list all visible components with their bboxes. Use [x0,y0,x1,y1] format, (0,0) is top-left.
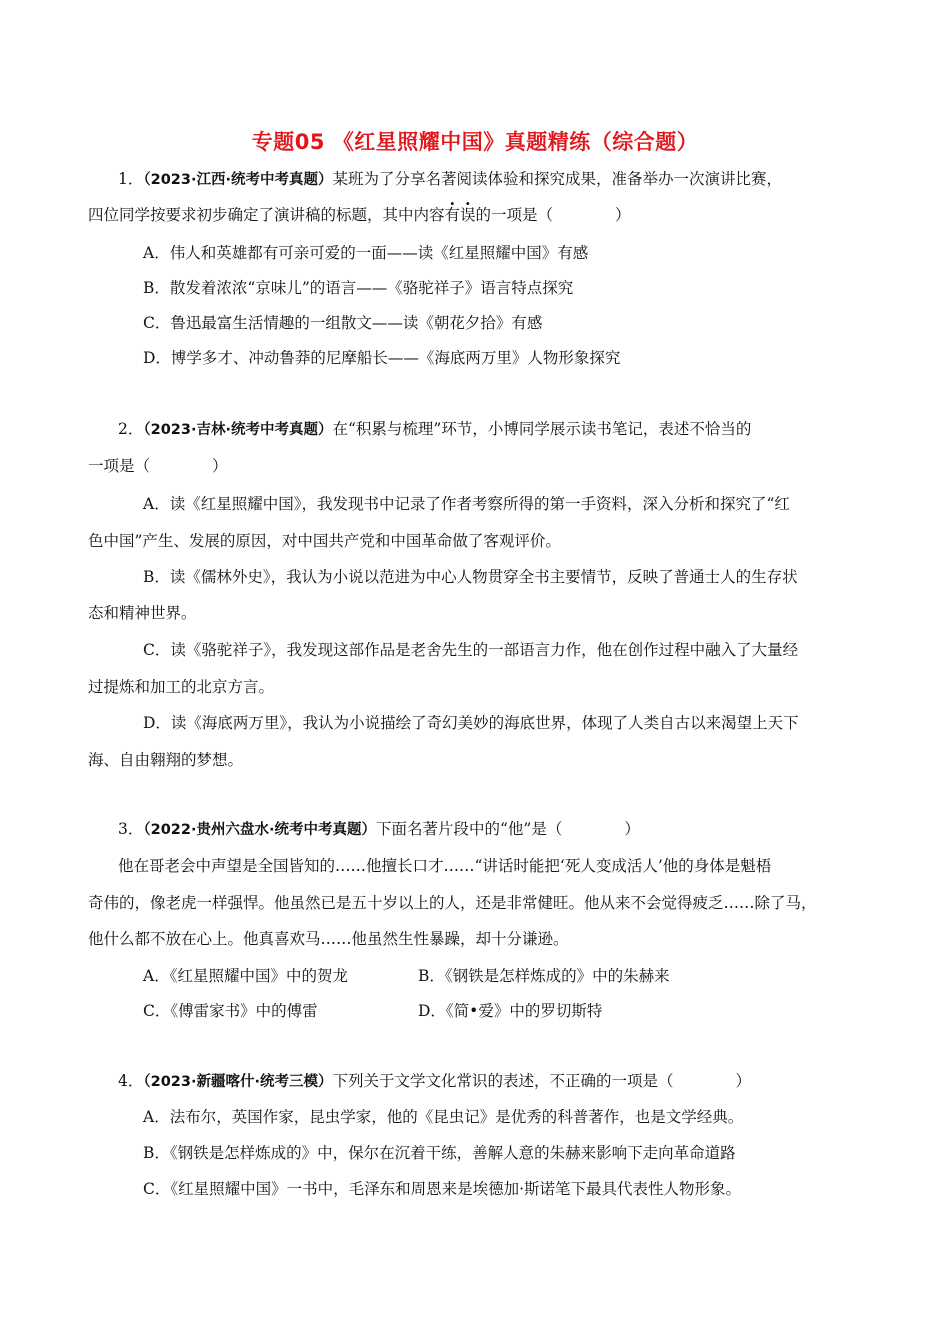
question-2-option-a-line-1: A．读《红星照耀中国》，我发现书中记录了作者考察所得的第一手资料，深入分析和探究了“红 [143,495,790,513]
emphasis-dot-char: 误 [460,206,476,224]
question-4-source: （2023·新疆喀什·统考三模） [143,1074,333,1090]
question-3-source: （2022·贵州六盘水·统考中考真题） [143,822,376,838]
question-2-stem-line-1: 在“积累与梳理”环节，小博同学展示读书笔记，表述不恰当的 [332,420,752,438]
question-3-passage-line-1: 他在哥老会中声望是全国皆知的……他擅长口才……“讲话时能把‘死人变成活人’他的身体是魁梧 [118,857,772,875]
question-4-number: 4． [118,1072,144,1090]
page-title: 专题05 《红星照耀中国》真题精练（综合题） [251,130,699,154]
question-2-stem [118,418,751,441]
question-4-option-a: A．法布尔，英国作家，昆虫学家，他的《昆虫记》是优秀的科普著作，也是文学经典。 [143,1108,744,1126]
question-2-option-b-line-1: B．读《儒林外史》，我认为小说以范进为中心人物贯穿全书主要情节，反映了普通士人的生存状 [143,568,798,586]
question-2-option-a-line-2: 色中国”产生、发展的原因，对中国共产党和中国革命做了客观评价。 [88,532,561,550]
question-2-option-c-line-1: C．读《骆驼祥子》，我发现这部作品是老舍先生的一部语言力作，他在创作过程中融入了大量经 [143,641,799,659]
question-3-option-a: A．《红星照耀中国》中的贺龙 [143,967,348,985]
question-3-option-d: D．《简•爱》中的罗切斯特 [418,1002,603,1020]
question-2-option-d-line-1: D．读《海底两万里》，我认为小说描绘了奇幻美妙的海底世界，体现了人类自古以来渴望上天下 [143,714,799,732]
question-3-passage-line-2: 奇伟的，像老虎一样强悍。他虽然已是五十岁以上的人，还是非常健旺。他从来不会觉得疲乏……除了马， [88,894,817,912]
question-4-option-c: C．《红星照耀中国》一书中，毛泽东和周恩来是埃德加·斯诺笔下最具代表性人物形象。 [143,1180,742,1198]
question-3-stem-text: 下面名著片段中的“他”是（ ） [376,820,640,838]
question-3-option-c: C．《傅雷家书》中的傅雷 [143,1002,318,1020]
question-2-source: （2023·吉林·统考中考真题） [143,422,333,438]
question-1-option-a: A．伟人和英雄都有可亲可爱的一面——读《红星照耀中国》有感 [143,244,589,262]
question-1-stem-line-2: 四位同学按要求初步确定了演讲稿的标题，其中内容有误的一项是（ ） [88,206,631,224]
question-4-stem [118,1070,751,1093]
question-4-option-b: B．《钢铁是怎样炼成的》中，保尔在沉着干练，善解人意的朱赫来影响下走向革命道路 [143,1144,736,1162]
question-1-stem [118,168,782,191]
question-1-option-b: B．散发着浓浓“京味儿”的语言——《骆驼祥子》语言特点探究 [143,279,574,297]
question-2-option-d-line-2: 海、自由翱翔的梦想。 [88,751,244,769]
question-1-option-d: D．博学多才、冲动鲁莽的尼摩船长——《海底两万里》人物形象探究 [143,349,621,367]
question-2-option-c-line-2: 过提炼和加工的北京方言。 [88,678,275,696]
question-1-stem-line-1: 某班为了分享名著阅读体验和探究成果，准备举办一次演讲比赛， [332,170,783,188]
question-4-stem-text: 下列关于文学文化常识的表述，不正确的一项是（ ） [332,1072,752,1090]
question-3-option-b: B．《钢铁是怎样炼成的》中的朱赫来 [418,967,670,985]
question-3-stem [118,818,640,841]
question-3-passage-line-3: 他什么都不放在心上。他真喜欢马……他虽然生性暴躁，却十分谦逊。 [88,930,569,948]
question-1-number: 1． [118,170,144,188]
emphasis-dot-char: 有 [444,206,461,224]
question-2-option-b-line-2: 态和精神世界。 [88,604,197,622]
question-1-source: （2023·江西·统考中考真题） [143,172,333,188]
question-1-option-c: C．鲁迅最富生活情趣的一组散文——读《朝花夕拾》有感 [143,314,543,332]
question-3-number: 3． [118,820,144,838]
question-2-stem-line-2: 一项是（ ） [88,457,228,475]
question-2-number: 2． [118,420,144,438]
